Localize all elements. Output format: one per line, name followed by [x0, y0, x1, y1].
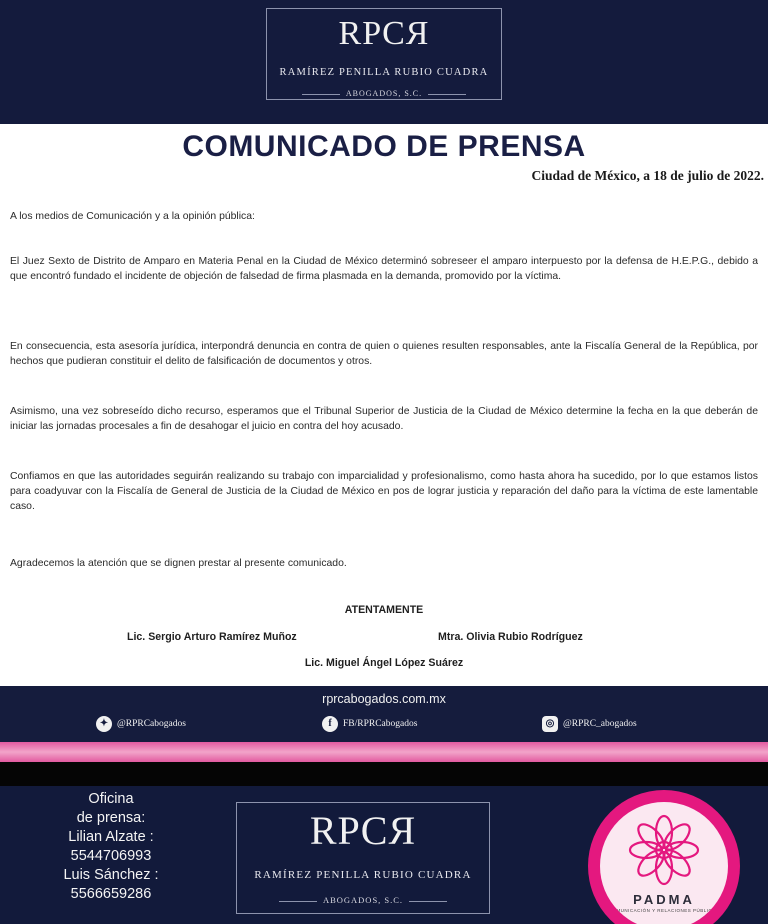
document-date: Ciudad de México, a 18 de julio de 2022.: [531, 168, 764, 183]
logo-subtitle: ABOGADOS, S.C.: [267, 89, 501, 98]
facebook-handle[interactable]: [322, 716, 417, 732]
website-link[interactable]: rprcabogados.com.mx: [322, 692, 446, 706]
lotus-icon: [624, 810, 704, 890]
padma-logo: [588, 790, 740, 924]
document-title: COMUNICADO DE PRENSA: [182, 130, 586, 163]
facebook-icon: f: [322, 716, 338, 732]
logo-names: RAMÍREZ PENILLA RUBIO CUADRA: [254, 869, 472, 881]
press-line-5: Luis Sánchez :: [63, 867, 159, 883]
firm-logo-large: [236, 802, 490, 914]
logo-names: RAMÍREZ PENILLA RUBIO CUADRA: [279, 67, 489, 78]
press-line-4: 5544706993: [70, 848, 152, 864]
twitter-icon: ✦: [96, 716, 112, 732]
instagram-handle[interactable]: [542, 716, 637, 732]
paragraph-3: Asimismo, una vez sobreseído dicho recurso, esperamos que el Tribunal Superior de Justicia de la Ciudad de México determine la fecha en la que deberán de iniciar las jornadas procesales a fin de desahogar el juicio en contra del hoy acusado.: [10, 406, 758, 432]
press-release-document: [0, 124, 768, 686]
closing: ATENTAMENTE: [344, 604, 424, 616]
paragraph-2: En consecuencia, esta asesoría jurídica, interpondrá denuncia en contra de quien o quienes resulten responsables, ante la Fiscalía General de la República, por hechos que pudieran constituir el delito de falsificación de documentos y otros.: [10, 341, 758, 367]
paragraph-1: El Juez Sexto de Distrito de Amparo en Materia Penal en la Ciudad de México determinó sobreseer el amparo interpuesto por la defensa de H.E.P.G., debido a que encontró fundado el incidente de objeción de falsedad de firma plasmada en la demanda, promovido por la víctima.: [10, 256, 758, 282]
firm-logo: [266, 8, 502, 100]
pink-divider: [0, 742, 768, 762]
black-divider: [0, 762, 768, 786]
greeting: A los medios de Comunicación y a la opinión pública:: [10, 211, 255, 222]
instagram-icon: ◎: [542, 716, 558, 732]
press-office-contacts: [42, 790, 180, 904]
press-line-1: Oficina: [88, 791, 134, 807]
footer-band: [0, 686, 768, 742]
signatory-1: Lic. Sergio Arturo Ramírez Muñoz: [127, 631, 297, 643]
press-line-6: 5566659286: [70, 886, 152, 902]
twitter-handle[interactable]: [96, 716, 186, 732]
paragraph-4: Confiamos en que las autoridades seguirán realizando su trabajo con imparcialidad y profesionalismo, como hasta ahora ha sucedido, por lo que estamos listos para coadyuvar con la Fiscalía de General de Justicia de la Ciudad de México en pos de lograr justicia y reparación del daño para la víctima de este lamentable caso.: [10, 471, 758, 512]
paragraph-5: Agradecemos la atención que se dignen prestar al presente comunicado.: [10, 558, 347, 569]
press-line-3: Lilian Alzate :: [68, 829, 154, 845]
signatory-3: Lic. Miguel Ángel López Suárez: [304, 657, 464, 669]
press-line-2: de prensa:: [76, 810, 146, 826]
header-band: [0, 0, 768, 124]
instagram-label: @RPRC_abogados: [563, 719, 637, 729]
twitter-label: @RPRCabogados: [117, 719, 186, 729]
padma-badge: [600, 802, 728, 924]
signatory-2: Mtra. Olivia Rubio Rodríguez: [438, 631, 583, 643]
facebook-label: FB/RPRCabogados: [343, 719, 418, 729]
logo-subtitle: ABOGADOS, S.C.: [237, 895, 489, 905]
padma-name: PADMA: [633, 892, 695, 907]
logo-mark: RPCЯ: [309, 808, 417, 853]
padma-tagline: COMUNICACIÓN Y RELACIONES PÚBLICAS: [608, 908, 720, 913]
logo-mark: RPCЯ: [338, 15, 430, 52]
press-contact-overlay: [0, 786, 768, 924]
